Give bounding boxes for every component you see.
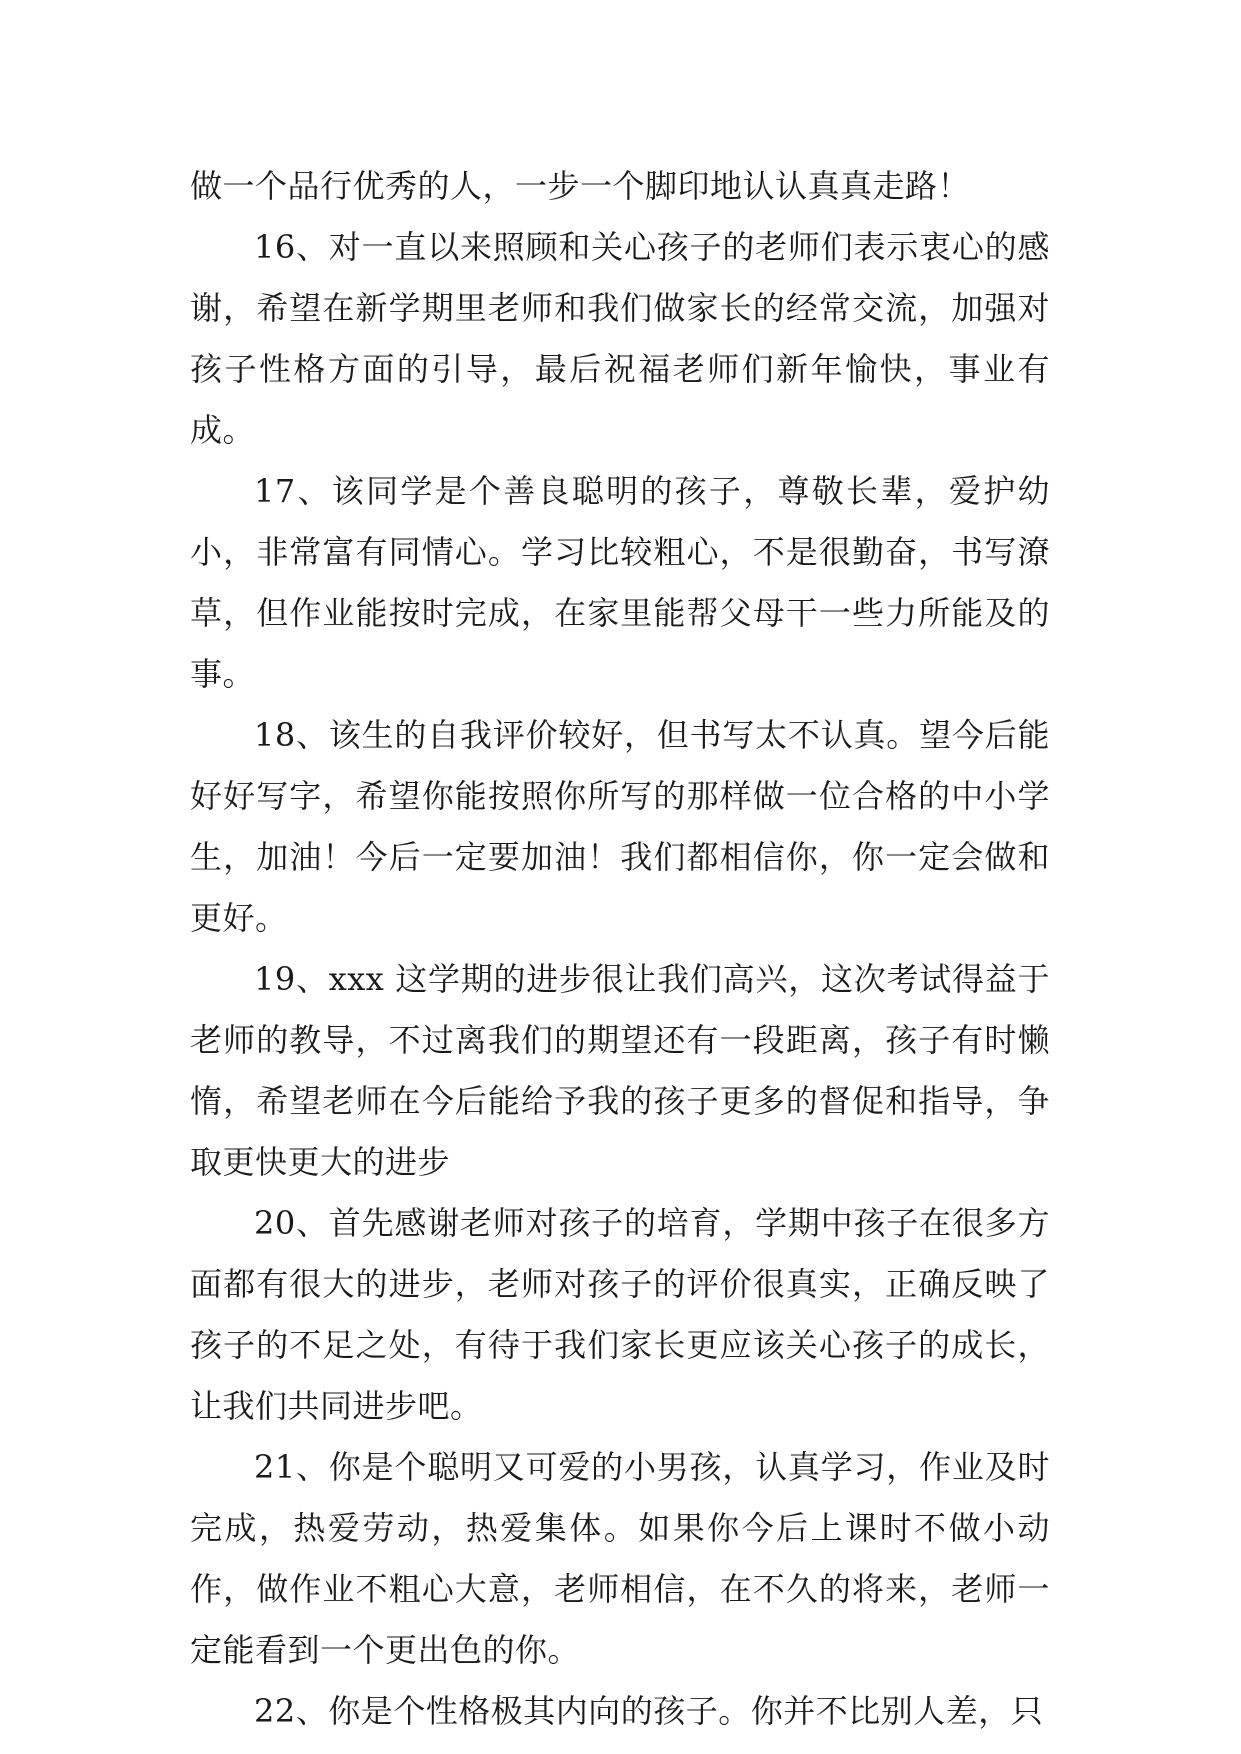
- paragraph-item-22: 22、你是个性格极其内向的孩子。你并不比别人差，只: [254, 1692, 1044, 1730]
- paragraph-item-18: 18、该生的自我评价较好，但书写太不认真。望今后能好好写字，希望你能按照你所写的那样做一位合格的中小学生，加油！今后一定要加油！我们都相信你，你一定会做和更好。: [190, 716, 1050, 937]
- paragraph-item-19: 19、xxx 这学期的进步很让我们高兴，这次考试得益于老师的教导，不过离我们的期望还有一段距离，孩子有时懒惰，希望老师在今后能给予我的孩子更多的督促和指导，争取更快更大的进步: [190, 960, 1050, 1181]
- paragraph-item-16: 16、对一直以来照顾和关心孩子的老师们表示衷心的感谢，希望在新学期里老师和我们做家长的经常交流，加强对孩子性格方面的引导，最后祝福老师们新年愉快，事业有成。: [190, 228, 1050, 449]
- paragraph-item-17: 17、该同学是个善良聪明的孩子，尊敬长辈，爱护幼小，非常富有同情心。学习比较粗心，不是很勤奋，书写潦草，但作业能按时完成，在家里能帮父母干一些力所能及的事。: [190, 472, 1050, 693]
- paragraph-item-21: 21、你是个聪明又可爱的小男孩，认真学习，作业及时完成，热爱劳动，热爱集体。如果你今后上课时不做小动作，做作业不粗心大意，老师相信，在不久的将来，老师一定能看到一个更出色的你。: [190, 1448, 1050, 1669]
- document-body: [190, 156, 1050, 1742]
- paragraph-item-20: 20、首先感谢老师对孩子的培育，学期中孩子在很多方面都有很大的进步，老师对孩子的评价很真实，正确反映了孩子的不足之处，有待于我们家长更应该关心孩子的成长，让我们共同进步吧。: [190, 1204, 1050, 1425]
- paragraph-continuation: 做一个品行优秀的人，一步一个脚印地认认真真走路！: [190, 167, 971, 205]
